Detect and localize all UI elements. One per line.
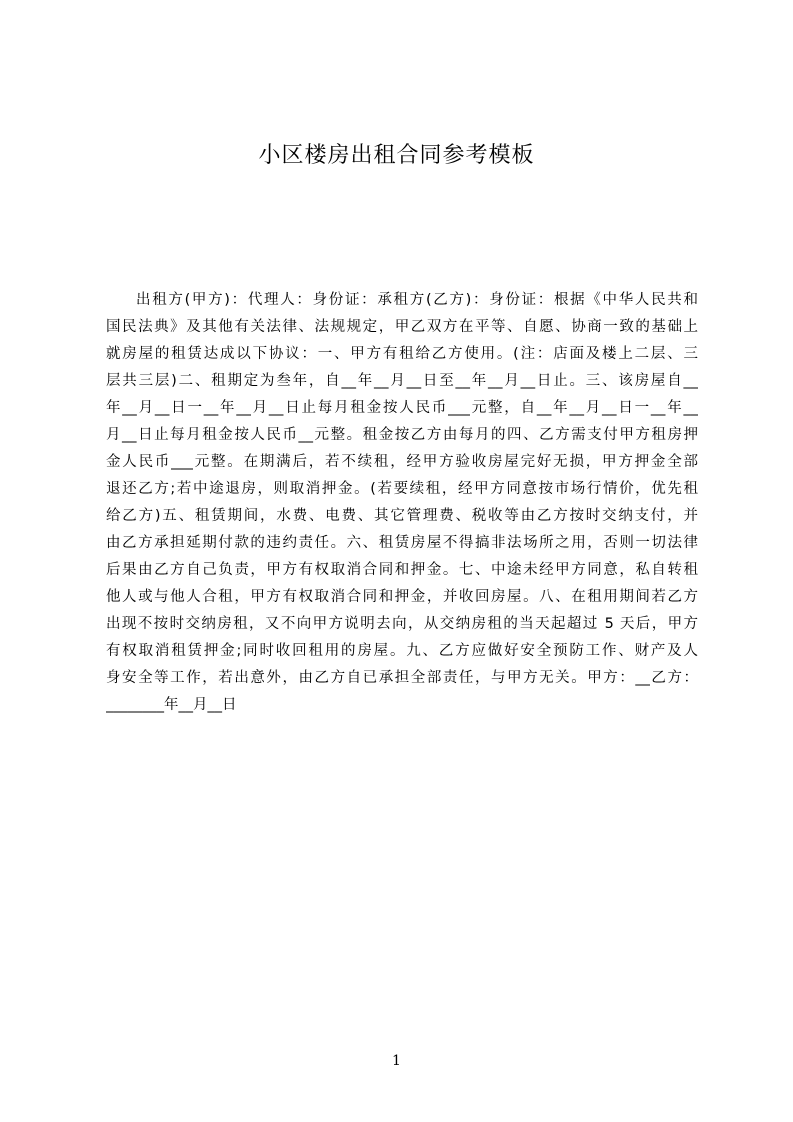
body-line: 后果由乙方自己负责，甲方有权取消合同和押金。七、中途未经甲方同意，私自转租 — [106, 562, 698, 578]
body-line: 退还乙方;若中途退房，则取消押金。(若要续租，经甲方同意按市场行情价，优先租 — [106, 481, 698, 497]
body-line: 由乙方承担延期付款的违约责任。六、租赁房屋不得搞非法场所之用，否则一切法律 — [106, 535, 698, 551]
body-line: 他人或与他人合租，甲方有权取消合同和押金，并收回房屋。八、在租用期间若乙方 — [106, 589, 698, 605]
body-line: 有权取消租赁押金;同时收回租用的房屋。九、乙方应做好安全预防工作、财产及人 — [106, 643, 698, 659]
body-line: 出租方(甲方)：代理人：身份证：承租方(乙方)：身份证：根据《中华人民共和 — [136, 292, 698, 308]
document-title: 小区楼房出租合同参考模板 — [258, 143, 535, 168]
body-line: 给乙方)五、租赁期间，水费、电费、其它管理费、税收等由乙方按时交纳支付，并 — [106, 508, 698, 524]
signature-date-line: ________年__月__日 — [106, 697, 237, 713]
body-line: 年__月__日一__年__月__日止每月租金按人民币___元整，自__年__月__日一__年__ — [106, 400, 698, 416]
contract-body — [106, 287, 698, 719]
body-line: 国民法典》及其他有关法律、法规规定，甲乙双方在平等、自愿、协商一致的基础上 — [106, 319, 698, 335]
body-line: 金人民币___元整。在期满后，若不续租，经甲方验收房屋完好无损，甲方押金全部 — [106, 454, 698, 470]
body-line: 身安全等工作，若出意外，由乙方自已承担全部责任，与甲方无关。甲方：__乙方： — [106, 670, 698, 686]
page-number: 1 — [392, 1053, 401, 1069]
body-line: 月__日止每月租金按人民币__元整。租金按乙方由每月的四、乙方需支付甲方租房押 — [106, 427, 698, 443]
body-line: 就房屋的租赁达成以下协议：一、甲方有租给乙方使用。(注：店面及楼上二层、三 — [106, 346, 698, 362]
body-line: 出现不按时交纳房租，又不向甲方说明去向，从交纳房租的当天起超过 5 天后，甲方 — [106, 616, 698, 632]
body-line: 层共三层)二、租期定为叁年，自__年__月__日至__年__月__日止。三、该房屋自__ — [106, 373, 698, 389]
